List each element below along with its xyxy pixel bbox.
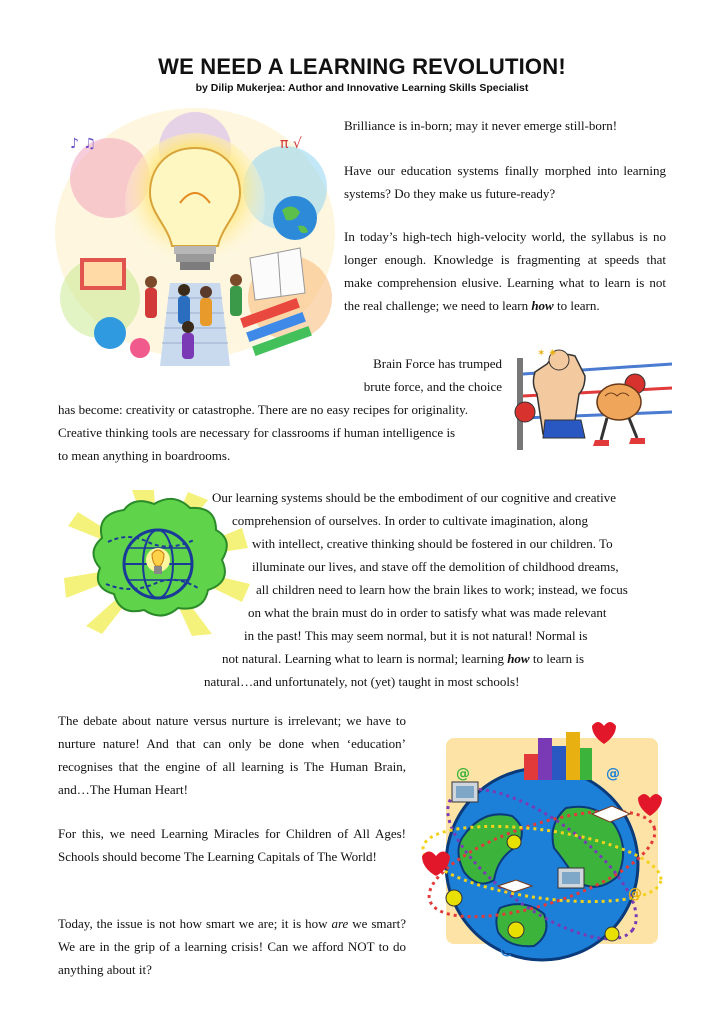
- paragraph-1: Brilliance is in-born; may it never emerge still-born!: [344, 118, 618, 133]
- svg-text:✶ ✷: ✶ ✷: [537, 348, 557, 359]
- paragraph-4-line-4: Creative thinking tools are necessary for classrooms if human intelligence is: [58, 425, 456, 440]
- svg-text:@: @: [456, 766, 470, 782]
- svg-text:@: @: [606, 766, 620, 782]
- paragraph-4-line-5: to mean anything in boardrooms.: [58, 448, 231, 463]
- paragraph-7: For this, we need Learning Miracles for Children of All Ages! Schools should become The Learning Capitals of The World!: [58, 826, 406, 864]
- svg-text:@: @: [628, 886, 642, 902]
- paragraph-5-line-6: on what the brain must do in order to satisfy what was made relevant: [248, 605, 607, 620]
- paragraph-5-line-2: comprehension of ourselves. In order to cultivate imagination, along: [232, 513, 588, 528]
- paragraph-5-line-7: in the past! This may seem normal, but it is not natural! Normal is: [244, 628, 588, 643]
- page-title: WE NEED A LEARNING REVOLUTION!: [158, 54, 566, 79]
- paragraph-6: The debate about nature versus nurture is irrelevant; we have to nurture nature! And that can only be done when ‘education’ recognises that the engine of all learning is The Human Brain, and…The Human Heart!: [58, 713, 406, 797]
- paragraph-5-line-9: natural…and unfortunately, not (yet) taught in most schools!: [204, 674, 520, 689]
- paragraph-2: Have our education systems finally morphed into learning systems? Do they make us future-ready?: [344, 163, 666, 201]
- svg-text:♪ ♫: ♪ ♫: [70, 136, 96, 152]
- svg-text:@: @: [500, 942, 514, 958]
- svg-text:π √: π √: [280, 136, 302, 152]
- paragraph-5-line-3: with intellect, creative thinking should be fostered in our children. To: [252, 536, 613, 551]
- globe-lightbulb-icon: [62, 488, 254, 638]
- paragraph-5-line-4: illuminate our lives, and stave off the demolition of childhood dreams,: [252, 559, 619, 574]
- paragraph-3: In today’s high-tech high-velocity world, the syllabus is no longer enough. Knowledge is fragmenting at speeds that make comprehension elusive. Learning what to learn is not the real challenge; we need to learn how to learn.: [344, 229, 666, 313]
- paragraph-5-line-8: not natural. Learning what to learn is normal; learning how to learn is: [222, 651, 585, 666]
- paragraph-5-line-5: all children need to learn how the brain likes to work; instead, we focus: [256, 582, 628, 597]
- paragraph-4-line-3: has become: creativity or catastrophe. There are no easy recipes for originality.: [58, 402, 469, 417]
- paragraph-4-line-1: Brain Force has trumped: [373, 356, 502, 371]
- paragraph-8: Today, the issue is not how smart we are; it is how are we smart? We are in the grip of a learning crisis! Can we afford NOT to do anything about it?: [58, 916, 406, 977]
- lightbulb-collage-image: [50, 108, 340, 366]
- paragraph-4-line-2: brute force, and the choice: [363, 379, 502, 394]
- connected-world-globe: [416, 718, 668, 968]
- byline: by Dilip Mukerjea: Author and Innovative Learning Skills Specialist: [195, 82, 529, 94]
- paragraph-5-line-1: Our learning systems should be the embodiment of our cognitive and creative: [212, 490, 616, 505]
